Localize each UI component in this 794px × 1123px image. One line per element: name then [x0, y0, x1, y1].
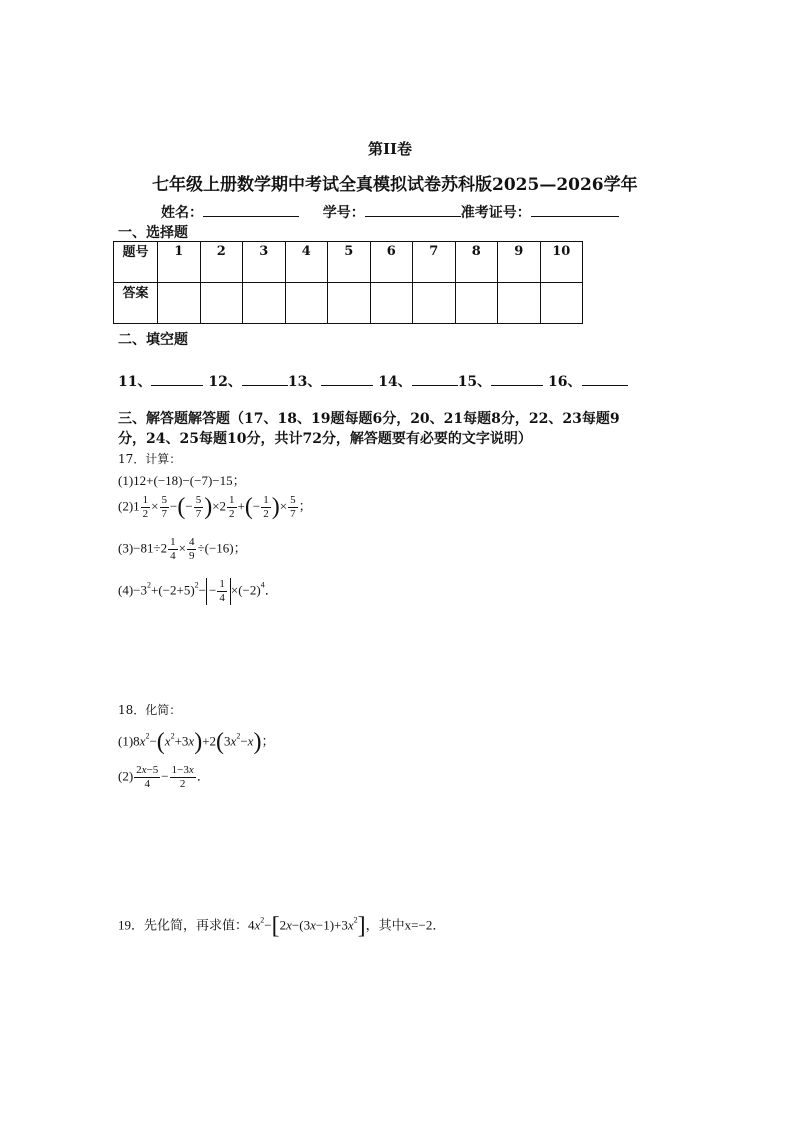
q18-label: 18．化简：: [118, 703, 182, 717]
answer-cell[interactable]: [498, 283, 541, 324]
q17-part4: $(4)-3^2+(-2+5)^2-$ − $\frac{1}{4}$ $\times(-2)^4$．: [118, 578, 278, 604]
answer-cell[interactable]: [455, 283, 498, 324]
answer-cell[interactable]: [200, 283, 243, 324]
question-number: 4: [285, 242, 328, 283]
name-label: 姓名：: [161, 205, 203, 221]
answer-cell[interactable]: [540, 283, 583, 324]
q17-part2: (2)1 $\frac{1}{2}$ × $\frac{5}{7}$ −(− $\frac{5}{7}$ )×2 $\frac{1}{2}$ +(− $\frac{1}{2}$ )× $\frac{5}{7}$ ；: [118, 494, 312, 520]
question-number: 5: [328, 242, 371, 283]
student-info-row: [161, 202, 619, 222]
section-fill-heading: 二、填空题: [118, 332, 188, 348]
section-choice-heading: 一、选择题: [118, 225, 188, 241]
question-number: 10: [540, 242, 583, 283]
answer-cell[interactable]: [243, 283, 286, 324]
q17-label: 17．计算：: [118, 452, 182, 466]
student-id-field[interactable]: [365, 202, 461, 217]
q19: 19．先化简，再求值：$4x^2-[2x-(3x-1)+3x^2]$，其中x=−2．: [118, 913, 446, 939]
section-solve-heading-1: 三、解答题解答题（17、18、19题每题6分，20、21每题8分，22、23每题9: [118, 411, 620, 427]
question-number: 7: [413, 242, 456, 283]
answer-cell[interactable]: [413, 283, 456, 324]
q18-part2: (2) $\frac{2x-5}{4}$ − $\frac{1-3x}{2}$ ．: [118, 764, 210, 790]
question-number: 8: [455, 242, 498, 283]
blank-label: 12、: [208, 374, 242, 390]
question-number: 2: [200, 242, 243, 283]
name-field[interactable]: [203, 202, 299, 217]
blank-label: 16、: [548, 374, 582, 390]
blank-14[interactable]: [412, 371, 458, 386]
blank-label: 11、: [118, 374, 152, 390]
question-number: 9: [498, 242, 541, 283]
answer-table: [113, 241, 583, 324]
exam-number-label: 准考证号：: [460, 205, 531, 221]
row-label-answer: 答案: [114, 283, 158, 324]
blank-12[interactable]: [242, 371, 288, 386]
question-number: 6: [370, 242, 413, 283]
question-number: 3: [243, 242, 286, 283]
blank-11[interactable]: [151, 371, 203, 386]
blank-label: 13、: [287, 374, 322, 390]
q17-part3: (3)−81÷2 $\frac{1}{4}$ × $\frac{4}{9}$ ÷(−16)；: [118, 536, 247, 562]
blank-label: 15、: [457, 374, 492, 390]
fill-blank-row: [118, 371, 628, 391]
blank-16[interactable]: [582, 371, 628, 386]
answer-cell[interactable]: [370, 283, 413, 324]
student-id-label: 学号：: [322, 205, 365, 221]
section-solve-heading-2: 分，24、25每题10分，共计72分，解答题要有必要的文字说明）: [118, 431, 532, 447]
question-number: 1: [158, 242, 201, 283]
answer-cell[interactable]: [328, 283, 371, 324]
answer-cell[interactable]: [158, 283, 201, 324]
blank-15[interactable]: [491, 371, 543, 386]
part-label: 第II卷: [368, 140, 413, 158]
table-row: [114, 242, 583, 283]
q18-part1: $(1)8x^2-(x^2+3x)+2(3x^2-x)$；: [118, 729, 275, 755]
row-label-question: 题号: [114, 242, 158, 283]
q17-part1: (1)12+(−18)−(−7)−15；: [118, 473, 246, 488]
exam-title: 七年级上册数学期中考试全真模拟试卷苏科版2025—2026学年: [152, 175, 638, 195]
blank-13[interactable]: [321, 371, 373, 386]
exam-number-field[interactable]: [531, 202, 619, 217]
blank-label: 14、: [378, 374, 412, 390]
answer-cell[interactable]: [285, 283, 328, 324]
table-row: [114, 283, 583, 324]
